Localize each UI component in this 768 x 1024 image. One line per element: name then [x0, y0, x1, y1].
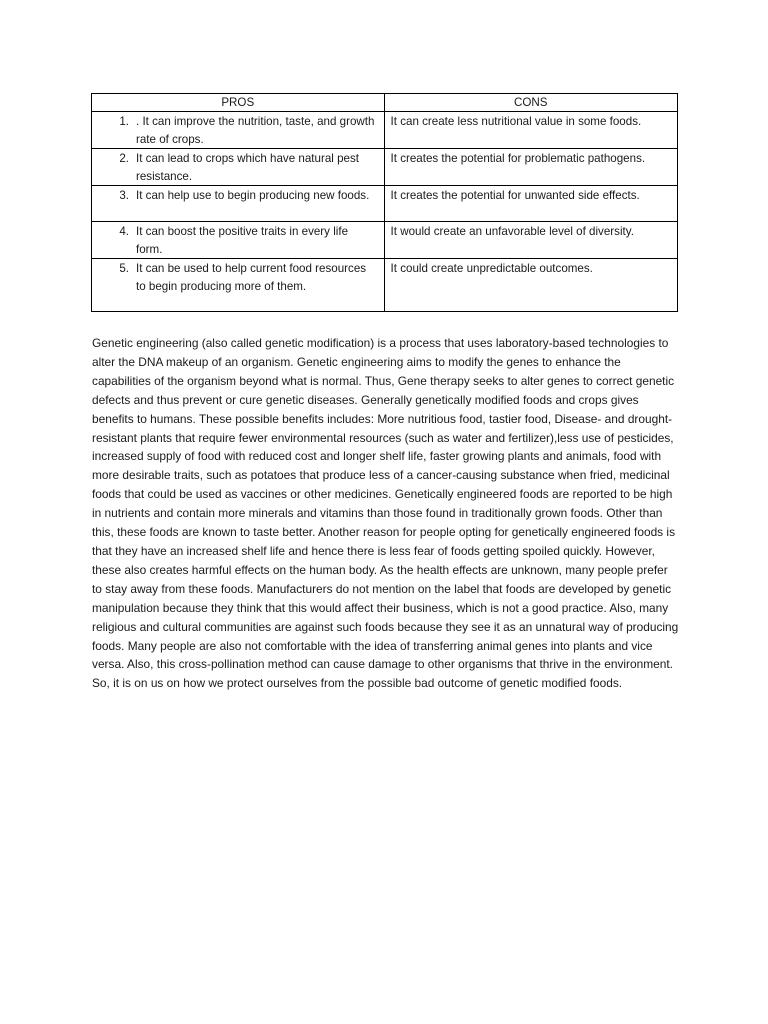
con-text: It could create unpredictable outcomes. — [390, 262, 593, 275]
pro-number: 1. — [119, 115, 129, 128]
con-text: It creates the potential for unwanted side effects. — [390, 189, 640, 202]
pro-cell — [92, 222, 385, 259]
table-row — [92, 149, 678, 186]
pro-text: It can help use to begin producing new foods. — [136, 189, 370, 202]
table-row — [92, 222, 678, 259]
pro-number: 4. — [119, 225, 129, 238]
pro-cell — [92, 186, 385, 222]
pro-number: 2. — [119, 152, 129, 165]
pro-text: It can boost the positive traits in every life form. — [136, 225, 349, 256]
table-row — [92, 112, 678, 149]
body-paragraph: Genetic engineering (also called genetic modification) is a process that uses laboratory-based technologies to alter the DNA makeup of an organism. Genetic engineering aims to modify the genes to enhance the capabilities of the organism beyond what is normal. Thus, Gene therapy seeks to alter genes to correct genetic defects and thus prevent or cure genetic diseases. Generally genetically modified foods and crops gives benefits to humans. These possible benefits includes: More nutritious food, tastier food, Disease- and drought-resistant plants that require fewer environmental resources (such as water and fertilizer),less use of pesticides, increased supply of food with reduced cost and longer shelf life, faster growing plants and animals, food with more desirable traits, such as potatoes that produce less of a cancer-causing substance when fried, medicinal foods that could be used as vaccines or other medicines. Genetically engineered foods are reported to be high in nutrients and contain more minerals and vitamins than those found in traditionally grown foods. Other than this, these foods are known to taste better. Another reason for people opting for genetically engineered foods is that they have an increased shelf life and hence there is less fear of foods getting spoiled quickly. However, these also creates harmful effects on the human body. As the health effects are unknown, many people prefer to stay away from these foods. Manufacturers do not mention on the label that foods are developed by genetic manipulation because they think that this would affect their business, which is not a good practice. Also, many religious and cultural communities are against such foods because they see it as an unnatural way of producing foods. Many people are also not comfortable with the idea of transferring animal genes into plants and vice versa. Also, this cross-pollination method can cause damage to other organisms that thrive in the environment. So, it is on us on how we protect ourselves from the possible bad outcome of genetic modified foods. — [92, 336, 679, 691]
pro-text: It can be used to help current food resources to begin producing more of them. — [136, 262, 367, 293]
table-header-row — [92, 94, 678, 112]
table-row — [92, 186, 678, 222]
con-text: It would create an unfavorable level of diversity. — [390, 225, 634, 238]
pro-text: . It can improve the nutrition, taste, and growth rate of crops. — [136, 115, 375, 146]
con-cell — [384, 112, 677, 149]
pro-number: 5. — [119, 262, 129, 275]
con-cell — [384, 259, 677, 312]
cons-header: CONS — [384, 94, 677, 112]
con-cell — [384, 186, 677, 222]
con-cell — [384, 222, 677, 259]
table-row — [92, 259, 678, 312]
con-text: It creates the potential for problematic pathogens. — [390, 152, 646, 165]
con-text: It can create less nutritional value in some foods. — [390, 115, 642, 128]
pro-number: 3. — [119, 189, 129, 202]
con-cell — [384, 149, 677, 186]
pros-header: PROS — [92, 94, 385, 112]
pros-cons-table — [91, 93, 678, 312]
pro-text: It can lead to crops which have natural pest resistance. — [136, 152, 359, 183]
pro-cell — [92, 112, 385, 149]
pro-cell — [92, 149, 385, 186]
pro-cell — [92, 259, 385, 312]
